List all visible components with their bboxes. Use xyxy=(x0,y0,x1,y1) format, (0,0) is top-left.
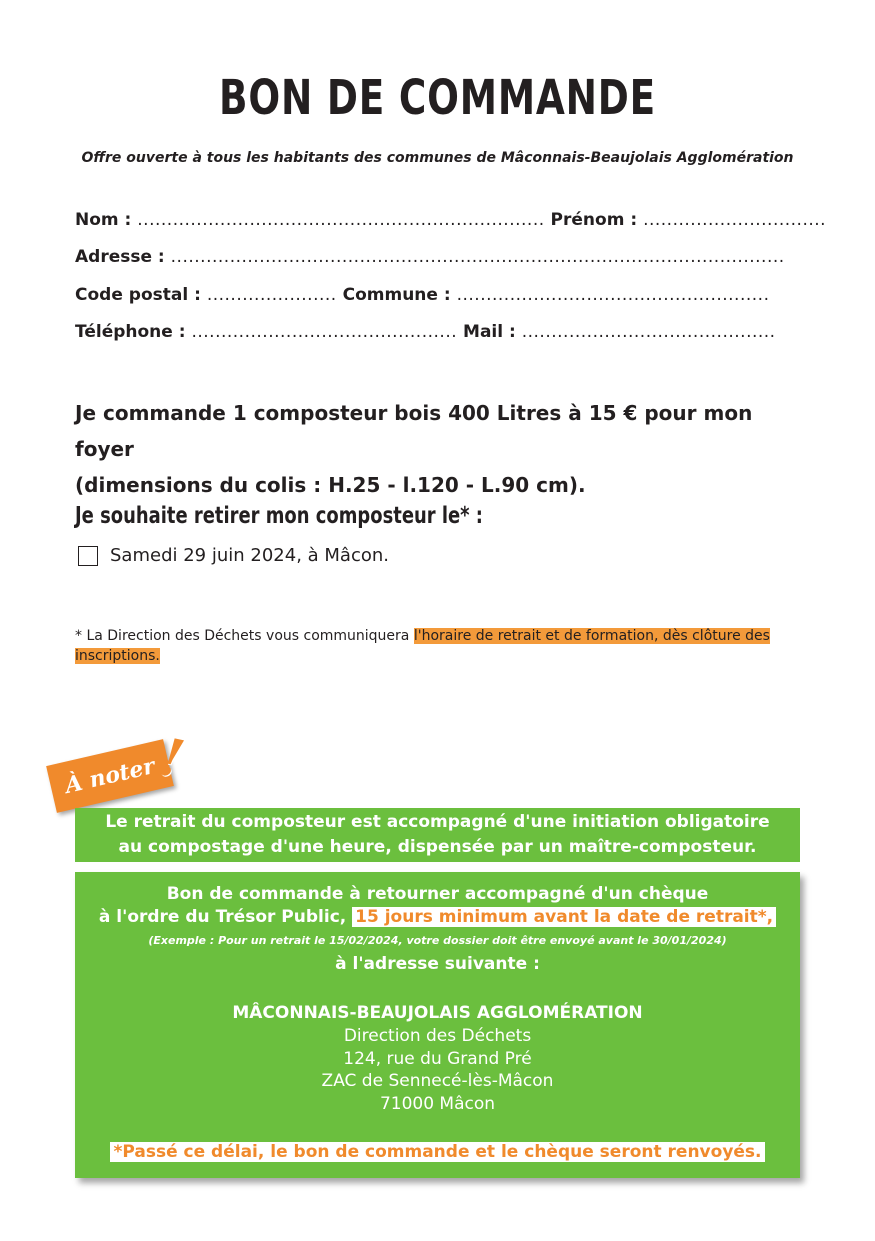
prenom-field[interactable]: ............................... xyxy=(643,210,827,230)
initiation-notice xyxy=(75,808,800,862)
return-line-2-text: à l'ordre du Trésor Public, xyxy=(98,907,353,927)
nom-label: Nom : xyxy=(75,210,132,230)
postal-row xyxy=(75,285,800,305)
footnote-text: * La Direction des Déchets vous communiquera xyxy=(75,628,414,644)
code-postal-field[interactable]: ...................... xyxy=(206,285,343,305)
address-row xyxy=(75,247,800,267)
return-line-3: à l'adresse suivante : xyxy=(335,954,540,974)
pickup-checkbox[interactable] xyxy=(78,546,98,566)
page-subtitle: Offre ouverte à tous les habitants des communes de Mâconnais-Beaujolais Agglomération xyxy=(81,150,794,166)
name-row xyxy=(75,210,827,230)
sticker-label: À noter xyxy=(62,753,158,799)
contact-row xyxy=(75,322,800,342)
telephone-label: Téléphone : xyxy=(75,322,186,342)
nom-field[interactable]: ..................................................................... xyxy=(137,210,551,230)
code-postal-label: Code postal : xyxy=(75,285,201,305)
telephone-field[interactable]: ............................................. xyxy=(191,322,464,342)
return-line-2 xyxy=(75,906,800,929)
address-dept: Direction des Déchets xyxy=(343,1026,532,1046)
deadline-highlight: 15 jours minimum avant la date de retrait*, xyxy=(352,907,776,927)
a-noter-sticker xyxy=(46,739,174,813)
commune-label: Commune : xyxy=(342,285,451,305)
pickup-title: Je souhaite retirer mon composteur le* : xyxy=(75,503,483,529)
order-line-2: (dimensions du colis : H.25 - l.120 - L.90 cm). xyxy=(75,473,586,497)
address-org: MÂCONNAIS-BEAUJOLAIS AGGLOMÉRATION xyxy=(232,1003,643,1023)
address-city: 71000 Mâcon xyxy=(379,1093,496,1114)
exclamation-icon: ! xyxy=(153,726,189,791)
adresse-field[interactable]: ........................................................................................................ xyxy=(170,247,785,267)
return-instructions-box xyxy=(75,872,800,1178)
pickup-option-label: Samedi 29 juin 2024, à Mâcon. xyxy=(110,545,389,566)
footnote xyxy=(75,626,801,666)
return-example: (Exemple : Pour un retrait le 15/02/2024, votre dossier doit être envoyé avant le 30/01/2024) xyxy=(148,934,727,947)
adresse-label: Adresse : xyxy=(75,247,165,267)
footnote-highlight: l'horaire de retrait et de formation, dès clôture des inscriptions. xyxy=(75,628,770,664)
order-line-1: Je commande 1 composteur bois 400 Litres à 15 € pour mon foyer xyxy=(75,401,753,461)
pickup-option[interactable] xyxy=(78,545,389,566)
return-line-1: Bon de commande à retourner accompagné d'un chèque xyxy=(166,884,709,904)
mail-label: Mail : xyxy=(463,322,516,342)
notice-line-2: au compostage d'une heure, dispensée par un maître-composteur. xyxy=(118,837,757,857)
address-street: 124, rue du Grand Pré xyxy=(343,1048,532,1069)
return-warning: *Passé ce délai, le bon de commande et le chèque seront renvoyés. xyxy=(110,1142,764,1162)
page-title: BON DE COMMANDE xyxy=(219,70,656,126)
order-statement xyxy=(75,395,815,503)
prenom-label: Prénom : xyxy=(550,210,638,230)
commune-field[interactable]: ..................................................... xyxy=(456,285,770,305)
notice-line-1: Le retrait du composteur est accompagné d'une initiation obligatoire xyxy=(105,812,770,832)
address-zone: ZAC de Sennecé-lès-Mâcon xyxy=(321,1071,554,1091)
mail-field[interactable]: ........................................... xyxy=(521,322,776,342)
